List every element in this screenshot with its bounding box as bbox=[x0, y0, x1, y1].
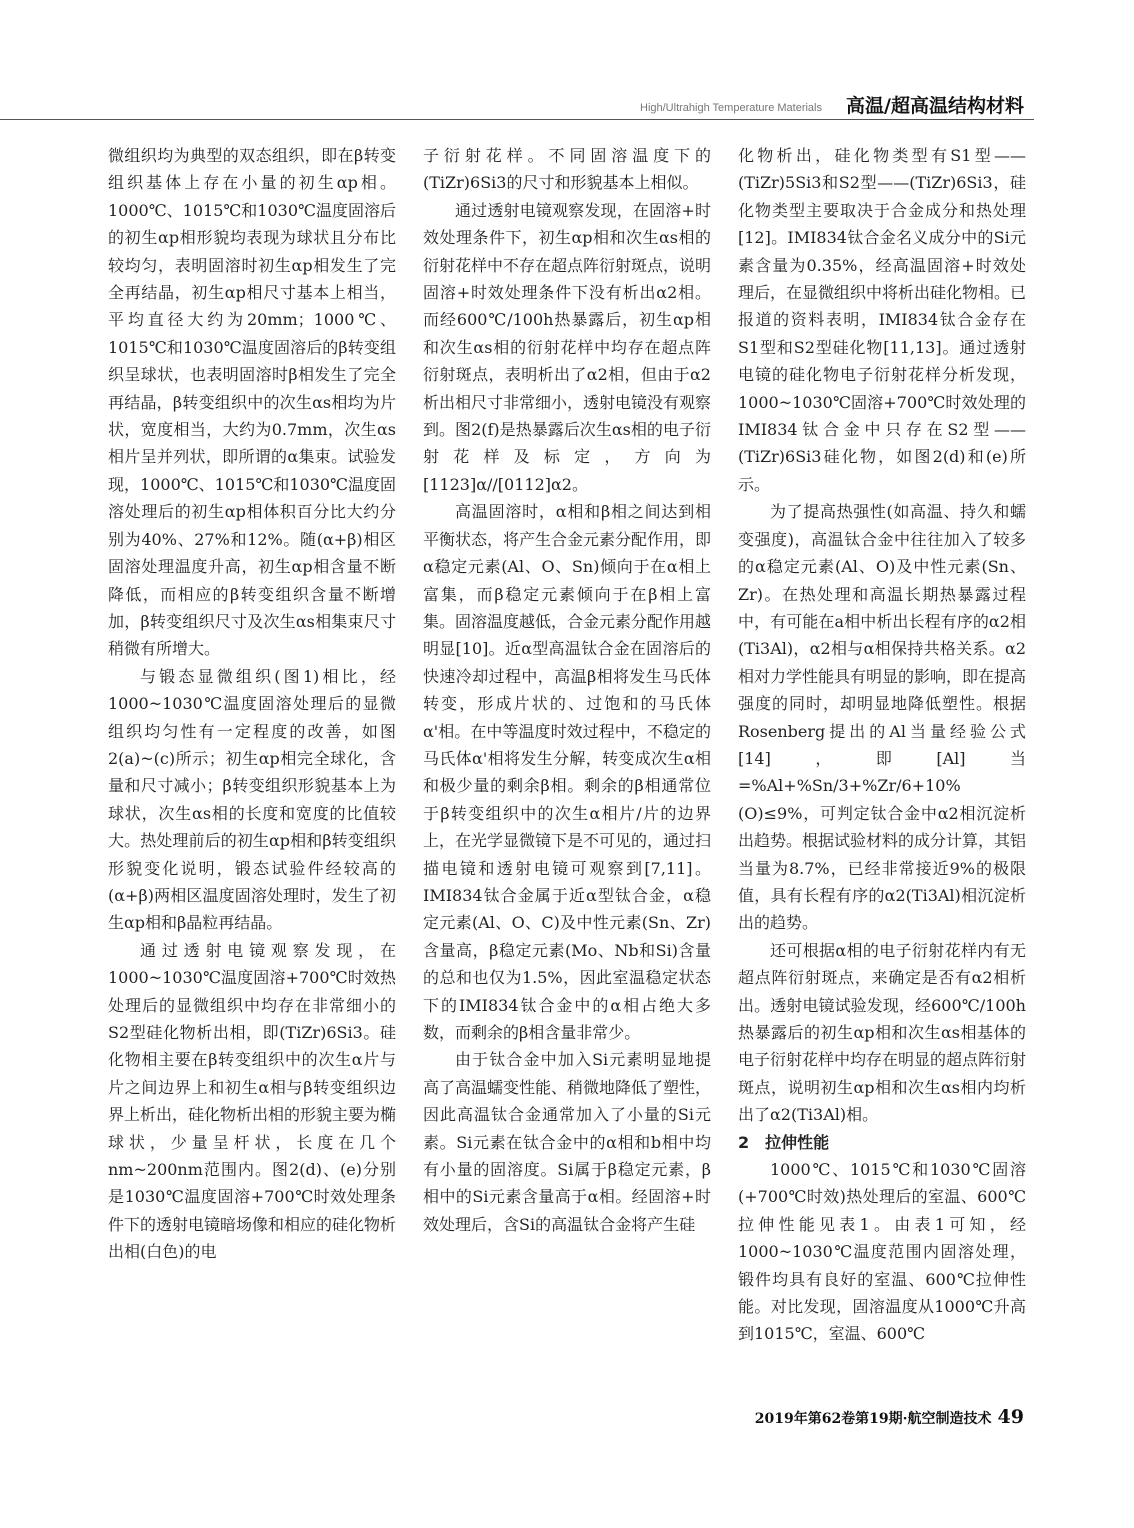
column-2 bbox=[423, 142, 711, 1412]
paragraph: 高温固溶时，α相和β相之间达到相平衡状态，将产生合金元素分配作用，即α稳定元素(Al、O、Sn)倾向于在α相上富集，而β稳定元素倾向于在β相上富集。固溶温度越低，合金元素分配作用越明显[10]。近α型高温钛合金在固溶后的快速冷却过程中，高温β相将发生马氏体转变，形成片状的、过饱和的马氏体α'相。在中等温度时效过程中，不稳定的马氏体α'相将发生分解，转变成次生α相和极少量的剩余β相。剩余的β相通常位于β转变组织中的次生α相片/片的边界上，在光学显微镜下是不可见的，通过扫描电镜和透射电镜可观察到[7,11]。IMI834钛合金属于近α型钛合金，α稳定元素(Al、O、C)及中性元素(Sn、Zr)含量高，β稳定元素(Mo、Nb和Si)含量的总和也仅为1.5%，因此室温稳定状态下的IMI834钛合金中的α相占绝大多数，而剩余的β相含量非常少。 bbox=[423, 502, 711, 1042]
paragraph: 通过透射电镜观察发现，在1000~1030℃温度固溶+700℃时效热处理后的显微组织中均存在非常细小的S2型硅化物析出相，即(TiZr)6Si3。硅化物相主要在β转变组织中的次生α片与片之间边界上和初生α相与β转变组织边界上析出，硅化物析出相的形貌主要为椭球状，少量呈杆状，长度在几个nm~200nm范围内。图2(d)、(e)分别是1030℃温度固溶+700℃时效处理条件下的透射电镜暗场像和相应的硅化物析出相(白色)的电 bbox=[108, 940, 396, 1262]
paragraph: 子衍射花样。不同固溶温度下的(TiZr)6Si3的尺寸和形貌基本上相似。 bbox=[423, 146, 711, 193]
running-header bbox=[0, 86, 1134, 126]
page-footer bbox=[755, 1406, 1024, 1428]
journal-issue: 2019年第62卷第19期·航空制造技术 bbox=[754, 1411, 992, 1427]
paragraph: 还可根据α相的电子衍射花样内有无超点阵衍射斑点，来确定是否有α2相析出。透射电镜试验发现，经600℃/100h热暴露后的初生αp相和次生αs相基体的电子衍射花样中均存在明显的超点阵衍射斑点，说明初生αp相和次生αs相内均析出了α2(Ti3Al)相。 bbox=[738, 940, 1026, 1125]
journal-section-cn: 高温/超高温结构材料 bbox=[846, 95, 1024, 117]
paragraph: 由于钛合金中加入Si元素明显地提高了高温蠕变性能、稍微地降低了塑性，因此高温钛合金通常加入了小量的Si元素。Si元素在钛合金中的α相和b相中均有小量的固溶度。Si属于β稳定元素，β相中的Si元素含量高于α相。经固溶+时效处理后，含Si的高温钛合金将产生硅 bbox=[423, 1050, 711, 1234]
paragraph: 通过透射电镜观察发现，在固溶+时效处理条件下，初生αp相和次生αs相的衍射花样中不存在超点阵衍射斑点，说明固溶+时效处理条件下没有析出α2相。而经600℃/100h热暴露后，初生αp相和次生αs相的衍射花样中均存在超点阵衍射斑点，表明析出了α2相，但由于α2析出相尺寸非常细小，透射电镜没有观察到。图2(f)是热暴露后次生αs相的电子衍射花样及标定，方向为[1123]α//[0112]α2。 bbox=[423, 200, 711, 494]
paragraph: 1000℃、1015℃和1030℃固溶(+700℃时效)热处理后的室温、600℃拉伸性能见表1。由表1可知，经1000~1030℃温度范围内固溶处理，锻件均具有良好的室温、600℃拉伸性能。对比发现，固溶温度从1000℃升高到1015℃，室温、600℃ bbox=[738, 1160, 1026, 1344]
page-number: 49 bbox=[997, 1406, 1024, 1428]
paragraph: 为了提高热强性(如高温、持久和蠕变强度)，高温钛合金中往往加入了较多的α稳定元素(Al、O)及中性元素(Sn、Zr)。在热处理和高温长期热暴露过程中，有可能在a相中析出长程有序的α2相(Ti3Al)，α2相与α相保持共格关系。α2相对力学性能具有明显的影响，即在提高强度的同时，却明显地降低塑性。根据Rosenberg提出的Al当量经验公式[14]，即[Al]当=%Al+%Sn/3+%Zr/6+10%(O)≤9%，可判定钛合金中α2相沉淀析出趋势。根据试验材料的成分计算，其铝当量为8.7%，已经非常接近9%的极限值，具有长程有序的α2(Ti3Al)相沉淀析出的趋势。 bbox=[738, 502, 1026, 933]
column-1 bbox=[108, 142, 396, 1412]
paragraph: 化物析出，硅化物类型有S1型——(TiZr)5Si3和S2型——(TiZr)6Si3，硅化物类型主要取决于合金成分和热处理[12]。IMI834钛合金名义成分中的Si元素含量为0.35%，经高温固溶+时效处理后，在显微组织中将析出硅化物相。已报道的资料表明，IMI834钛合金存在S1型和S2型硅化物[11,13]。通过透射电镜的硅化物电子衍射花样分析发现，1000~1030℃固溶+700℃时效处理的IMI834钛合金中只存在S2型——(TiZr)6Si3硅化物，如图2(d)和(e)所示。 bbox=[738, 146, 1026, 494]
paragraph: 与锻态显微组织(图1)相比，经1000~1030℃温度固溶处理后的显微组织均匀性有一定程度的改善，如图2(a)~(c)所示；初生αp相完全球化，含量和尺寸减小；β转变组织形貌基本上为球状，次生αs相的长度和宽度的比值较大。热处理前后的初生αp相和β转变组织形貌变化说明，锻态试验件经较高的(α+β)两相区温度固溶处理时，发生了初生αp相和β晶粒再结晶。 bbox=[108, 666, 396, 933]
section-heading: 2 拉伸性能 bbox=[738, 1132, 830, 1152]
journal-section-en: High/Ultrahigh Temperature Materials bbox=[640, 102, 822, 114]
column-3 bbox=[738, 142, 1026, 1412]
header-rule bbox=[0, 119, 1034, 120]
paragraph: 微组织均为典型的双态组织，即在β转变组织基体上存在小量的初生αp相。1000℃、1015℃和1030℃温度固溶后的初生αp相形貌均表现为球状且分布比较均匀，表明固溶时初生αp相发生了完全再结晶，初生αp相尺寸基本上相当，平均直径大约为20mm；1000℃、1015℃和1030℃温度固溶后的β转变组织呈球状，也表明固溶时β相发生了完全再结晶，β转变组织中的次生αs相均为片状，宽度相当，大约为0.7mm，次生αs相片呈并列状，即所谓的α集束。试验发现，1000℃、1015℃和1030℃温度固溶处理后的初生αp相体积百分比大约分别为40%、27%和12%。随(α+β)相区固溶处理温度升高，初生αp相含量不断降低，而相应的β转变组织含量不断增加，β转变组织尺寸及次生αs相集束尺寸稍微有所增大。 bbox=[108, 146, 396, 659]
